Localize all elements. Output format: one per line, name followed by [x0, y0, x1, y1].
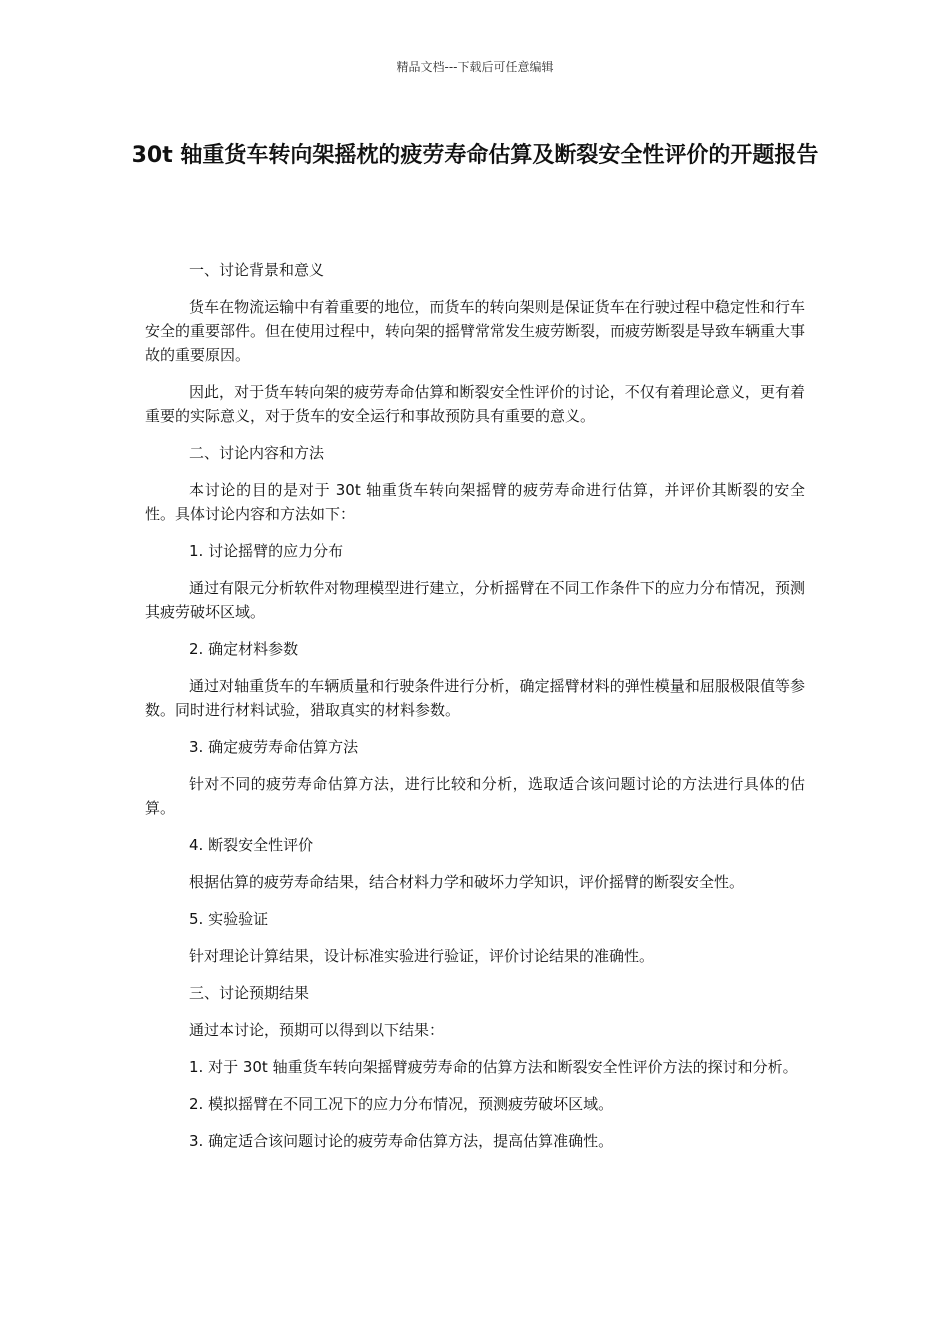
- paragraph: 货车在物流运输中有着重要的地位，而货车的转向架则是保证货车在行驶过程中稳定性和行车安全的重要部件。但在使用过程中，转向架的摇臂常常发生疲劳断裂，而疲劳断裂是导致车辆重大事故的重要原因。: [145, 298, 806, 364]
- paragraph: 通过本讨论，预期可以得到以下结果：: [189, 1021, 445, 1039]
- section-heading-content-method: 二、讨论内容和方法: [189, 444, 325, 462]
- list-item: 3. 确定适合该问题讨论的疲劳寿命估算方法，提高估算准确性。: [189, 1132, 614, 1150]
- paragraph: 根据估算的疲劳寿命结果，结合材料力学和破坏力学知识，评价摇臂的断裂安全性。: [189, 873, 745, 891]
- list-item: 2. 模拟摇臂在不同工况下的应力分布情况，预测疲劳破坏区域。: [189, 1095, 614, 1113]
- subheading-stress-distribution: 1. 讨论摇臂的应力分布: [189, 542, 344, 560]
- section-heading-expected-results: 三、讨论预期结果: [189, 984, 310, 1002]
- document-body: [145, 258, 805, 1166]
- paragraph: 针对理论计算结果，设计标准实验进行验证，评价讨论结果的准确性。: [189, 947, 655, 965]
- subheading-fracture-safety: 4. 断裂安全性评价: [189, 836, 314, 854]
- subheading-fatigue-method: 3. 确定疲劳寿命估算方法: [189, 738, 359, 756]
- subheading-material-parameters: 2. 确定材料参数: [189, 640, 299, 658]
- header-note: 精品文档---下载后可任意编辑: [396, 60, 554, 74]
- subheading-experiment: 5. 实验验证: [189, 910, 269, 928]
- list-item: 1. 对于 30t 轴重货车转向架摇臂疲劳寿命的估算方法和断裂安全性评价方法的探讨和分析。: [189, 1058, 798, 1076]
- section-heading-background: 一、讨论背景和意义: [189, 261, 325, 279]
- paragraph: 通过有限元分析软件对物理模型进行建立，分析摇臂在不同工作条件下的应力分布情况，预测其疲劳破坏区域。: [145, 579, 805, 621]
- paragraph: 因此，对于货车转向架的疲劳寿命估算和断裂安全性评价的讨论，不仅有着理论意义，更有着重要的实际意义，对于货车的安全运行和事故预防具有重要的意义。: [145, 383, 805, 425]
- paragraph: 通过对轴重货车的车辆质量和行驶条件进行分析，确定摇臂材料的弹性模量和屈服极限值等参数。同时进行材料试验，猎取真实的材料参数。: [145, 677, 805, 719]
- paragraph: 本讨论的目的是对于 30t 轴重货车转向架摇臂的疲劳寿命进行估算，并评价其断裂的安全性。具体讨论内容和方法如下：: [145, 481, 805, 523]
- document-title: 30t 轴重货车转向架摇枕的疲劳寿命估算及断裂安全性评价的开题报告: [131, 143, 819, 168]
- paragraph: 针对不同的疲劳寿命估算方法，进行比较和分析，选取适合该问题讨论的方法进行具体的估算。: [145, 775, 805, 817]
